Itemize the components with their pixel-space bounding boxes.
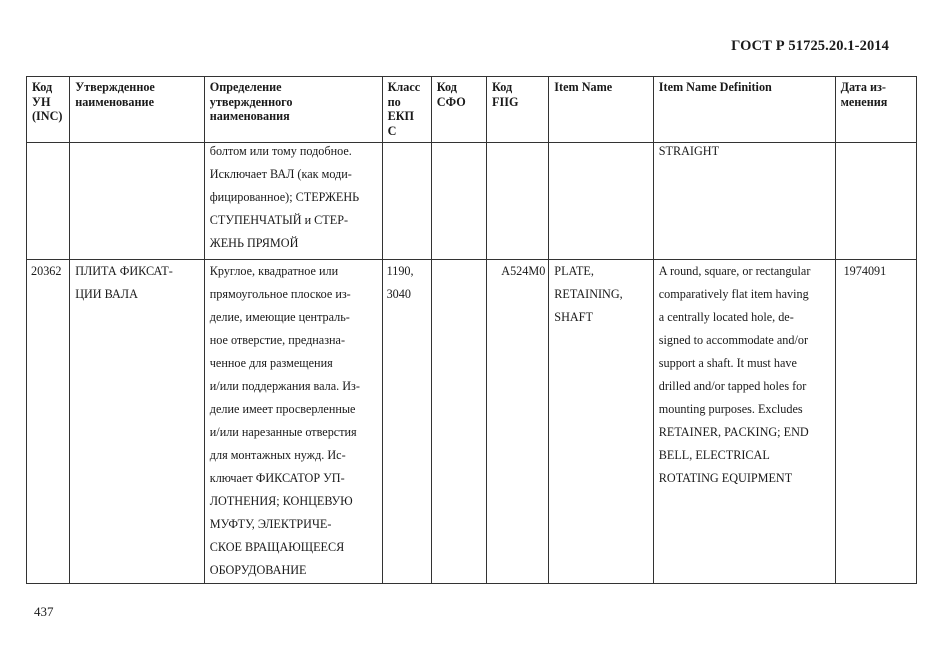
page-number: 437: [34, 604, 54, 619]
header-line: Код: [436, 80, 457, 94]
text-line: фицированное); СТЕРЖЕНЬ: [209, 190, 360, 204]
text-line: mounting purposes. Excludes: [658, 402, 803, 416]
text-line: МУФТУ, ЭЛЕКТРИЧЕ-: [209, 517, 332, 531]
text-line: SHAFT: [554, 310, 593, 324]
text-line: ЖЕНЬ ПРЯМОЙ: [209, 236, 299, 250]
cell-code: [27, 260, 70, 584]
cell-sfo: [431, 143, 486, 260]
cell-item-name: [549, 143, 653, 260]
text-line: BELL, ELECTRICAL: [658, 448, 770, 462]
class-lines: [387, 260, 427, 306]
cell-date: [835, 143, 916, 260]
header-line: Код: [492, 80, 513, 94]
item-name-lines: [554, 260, 648, 329]
text-line: ОБОРУДОВАНИЕ: [209, 563, 307, 577]
col-header-approved-name: [70, 77, 205, 143]
cell-fiig: [487, 260, 549, 584]
text-line: и/или поддержания вала. Из-: [209, 379, 360, 393]
text-line: A round, square, or rectangular: [658, 264, 811, 278]
cell-definition: [204, 260, 382, 584]
text-line: ное отверстие, предназна-: [209, 333, 346, 347]
text-line: ЛОТНЕНИЯ; КОНЦЕВУЮ: [209, 494, 353, 508]
table-row-continuation: [27, 143, 917, 260]
col-header-definition: [204, 77, 382, 143]
cell-approved-name: [70, 260, 205, 584]
definition-lines: [210, 260, 378, 582]
definition-lines: [210, 140, 378, 255]
header-line: ЕКП: [387, 109, 415, 123]
header-line: Код: [32, 80, 53, 94]
text-line: делие, имеющие централь-: [209, 310, 350, 324]
text-line: прямоугольное плоское из-: [209, 287, 351, 301]
header-line: Item Name Definition: [658, 80, 772, 94]
text-line: для монтажных нужд. Ис-: [209, 448, 346, 462]
table-header-row: [27, 77, 917, 143]
header-line: СФО: [436, 94, 466, 109]
specification-table: [26, 76, 917, 584]
header-line: Определение: [209, 80, 282, 94]
cell-definition: [204, 143, 382, 260]
text-line: PLATE,: [554, 264, 594, 278]
approved-name-lines: [75, 260, 200, 306]
header-line: Класс: [387, 80, 421, 94]
inc-code: 20362: [31, 264, 62, 278]
cell-item-definition: [653, 143, 835, 260]
header-line: Дата из-: [840, 80, 886, 94]
text-line: ROTATING EQUIPMENT: [658, 471, 793, 485]
text-line: делие имеет просверленные: [209, 402, 356, 416]
text-line: СКОЕ ВРАЩАЮЩЕЕСЯ: [209, 540, 345, 554]
text-line: ПЛИТА ФИКСАТ-: [75, 264, 173, 278]
table-row: [27, 260, 917, 584]
text-line: RETAINER, PACKING; END: [658, 425, 809, 439]
header-line: менения: [840, 94, 888, 109]
text-line: Исключает ВАЛ (как моди-: [209, 167, 352, 181]
cell-code: [27, 143, 70, 260]
header-line: УН: [32, 94, 51, 109]
text-line: drilled and/or tapped holes for: [658, 379, 807, 393]
item-definition-lines: [659, 260, 831, 490]
text-line: RETAINING,: [554, 287, 623, 301]
text-line: STRAIGHT: [658, 144, 720, 158]
col-header-date: [835, 77, 916, 143]
cell-sfo: [431, 260, 486, 584]
text-line: и/или нарезанные отверстия: [209, 425, 357, 439]
col-header-class: [382, 77, 431, 143]
header-line: FIIG: [492, 94, 519, 109]
item-definition-lines: [659, 140, 831, 163]
fiig-code: A524M0: [501, 264, 546, 278]
header-line: наименование: [75, 94, 154, 109]
cell-approved-name: [70, 143, 205, 260]
cell-class: [382, 260, 431, 584]
header-line: Утвержденное: [75, 80, 155, 94]
cell-item-definition: [653, 260, 835, 584]
cell-fiig: [487, 143, 549, 260]
text-line: support a shaft. It must have: [658, 356, 797, 370]
text-line: Круглое, квадратное или: [209, 264, 339, 278]
text-line: 3040: [386, 287, 411, 301]
header-line: по: [387, 94, 401, 109]
col-header-code: [27, 77, 70, 143]
col-header-fiig: [487, 77, 549, 143]
col-header-sfo: [431, 77, 486, 143]
col-header-item-name: [549, 77, 653, 143]
text-line: 1190,: [386, 264, 414, 278]
cell-item-name: [549, 260, 653, 584]
text-line: ключает ФИКСАТОР УП-: [209, 471, 345, 485]
text-line: ЦИИ ВАЛА: [75, 287, 138, 301]
col-header-item-definition: [653, 77, 835, 143]
header-line: С: [387, 123, 397, 138]
header-line: утвержденного: [209, 94, 293, 109]
header-line: Item Name: [554, 80, 613, 94]
document-header: ГОСТ Р 51725.20.1-2014: [731, 38, 889, 54]
text-line: ченное для размещения: [209, 356, 333, 370]
header-line: (INC): [32, 109, 63, 123]
text-line: comparatively flat item having: [658, 287, 809, 301]
cell-class: [382, 143, 431, 260]
text-line: СТУПЕНЧАТЫЙ и СТЕР-: [209, 213, 349, 227]
header-line: наименования: [209, 109, 290, 123]
text-line: болтом или тому подобное.: [209, 144, 352, 158]
text-line: signed to accommodate and/or: [658, 333, 809, 347]
cell-date: [835, 260, 916, 584]
text-line: a centrally located hole, de-: [658, 310, 794, 324]
change-date: 1974091: [843, 264, 887, 278]
